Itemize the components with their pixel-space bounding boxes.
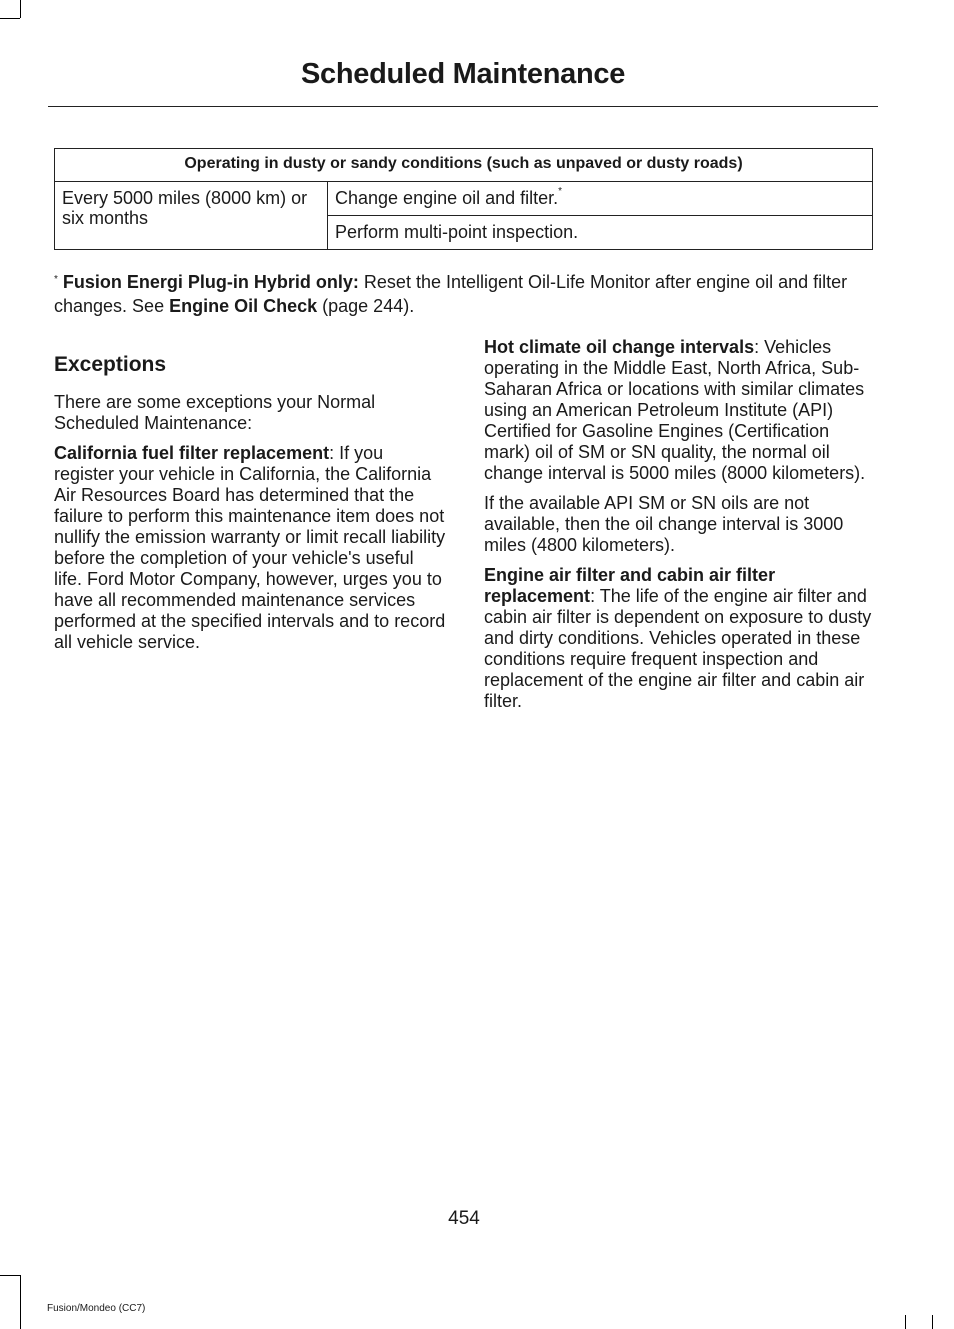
right-column — [484, 337, 876, 721]
task-text: Perform multi-point inspection. — [335, 222, 579, 242]
footnote-marker: * — [54, 274, 58, 285]
crop-mark — [20, 1275, 21, 1329]
paragraph-text: : The life of the engine air filter and cabin air filter is dependent on exposure to dusty and dirty conditions. Vehicles operated in these conditions require frequent inspection and replacement of the engine air filter and cabin air filter. — [484, 586, 872, 711]
intro-paragraph: There are some exceptions your Normal Scheduled Maintenance: — [54, 392, 376, 433]
task-text: Change engine oil and filter. — [335, 188, 559, 208]
engine-oil-check-reference[interactable]: Engine Oil Check — [169, 296, 318, 316]
table-header-row — [55, 149, 873, 182]
footnote-text: Reset the Intelligent Oil-Life Monitor after engine oil and filter changes. See — [54, 272, 848, 316]
interval-cell: Every 5000 miles (8000 km) or six months — [55, 182, 328, 250]
section-heading: Exceptions — [54, 353, 167, 376]
crop-mark — [0, 1275, 20, 1276]
crop-mark — [905, 1315, 906, 1329]
crop-mark — [0, 18, 20, 19]
paragraph-title: Hot climate oil change intervals — [484, 337, 755, 357]
task-cell — [328, 182, 873, 216]
page-title: Scheduled Maintenance — [300, 58, 626, 90]
left-column — [54, 352, 446, 662]
footnote-lead: Fusion Energi Plug-in Hybrid only: — [62, 272, 359, 292]
paragraph-text: : If you register your vehicle in California, the California Air Resources Board has determined that the failure to perform this maintenance item does not nullify the emission warranty or limit recall liability before the completion of your vehicle's useful life. Ford Motor Company, however, urges you to have all recommended maintenance services performed at the specified intervals and to record all vehicle service. — [54, 443, 446, 652]
footer-model: Fusion/Mondeo (CC7) — [47, 1303, 146, 1314]
footnote-text: (page 244). — [317, 296, 415, 316]
paragraph-title: California fuel filter replacement — [54, 443, 330, 463]
california-paragraph — [54, 443, 446, 653]
paragraph-title: Engine air filter and cabin air filter replacement — [484, 565, 776, 606]
footnote-marker: * — [558, 186, 563, 197]
table-heading: Operating in dusty or sandy conditions (such as unpaved or dusty roads) — [55, 149, 873, 182]
table-row — [55, 182, 873, 216]
hot-climate-paragraph — [484, 337, 876, 484]
air-filter-paragraph — [484, 565, 876, 712]
table-footnote — [54, 270, 876, 318]
paragraph-text: : Vehicles operating in the Middle East, North Africa, Sub-Saharan Africa or locations with similar climates using an American Petroleum Institute (API) Certified for Gasoline Engines (Certification mark) oil of SM or SN quality, the normal oil change interval is 5000 miles (8000 kilometers). — [484, 337, 866, 483]
api-note-paragraph: If the available API SM or SN oils are not available, then the oil change interval is 3000 miles (4800 kilometers). — [484, 493, 844, 555]
task-cell — [328, 216, 873, 250]
crop-mark — [932, 1315, 933, 1329]
page-number: 454 — [448, 1208, 480, 1229]
maintenance-table — [54, 148, 873, 250]
title-divider — [48, 106, 878, 107]
crop-mark — [20, 0, 21, 18]
